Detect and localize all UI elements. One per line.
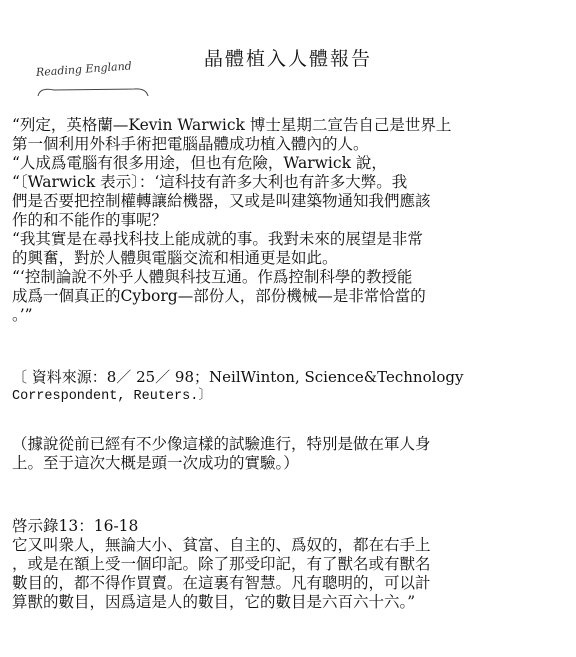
scripture-quote (12, 517, 568, 612)
article-line: 成爲一個真正的Cyborg—部份人，部份機械—是非常恰當的 (12, 287, 426, 305)
handwritten-annotation (34, 56, 164, 106)
article-line: “列定，英格蘭—Kevin Warwick 博士星期二宣告自己是世界上 (12, 116, 452, 134)
source-line: Correspondent, Reuters.〕 (12, 389, 212, 404)
scripture-line: 它又叫衆人，無論大小、貧富、自主的、爲奴的，都在右手上 (12, 536, 431, 554)
article-line: “人成爲電腦有很多用途，但也有危險，Warwick 說， (12, 154, 387, 172)
article-quote-paragraph (12, 116, 568, 325)
article-line: “我其實是在尋找科技上能成就的事。我對未來的展望是非常 (12, 230, 423, 248)
scripture-line: ，或是在額上受一個印記。除了那受印記，有了獸名或有獸名 (12, 555, 431, 573)
article-line: 們是否要把控制權轉讓給機器，又或是叫建築物通知我們應該 (12, 192, 431, 210)
article-line: “〔Warwick 表示〕：‘這科技有許多大利也有許多大弊。我 (12, 173, 408, 191)
article-line: 作的和不能作的事呢？ (12, 211, 168, 229)
article-line: 。’” (12, 306, 33, 324)
handwritten-note-drawing (34, 56, 164, 106)
source-line: 〔 資料來源：8／ 25／ 98；NeilWinton, Science&Technology (12, 368, 464, 386)
document-title: 晶體植入人體報告 (203, 48, 372, 70)
note-line: （據說從前已經有不少像這樣的試驗進行，特別是做在軍人身 (12, 435, 431, 453)
source-citation (12, 368, 568, 406)
scripture-line: 數目的，都不得作買賣。在這裏有智慧。凡有聰明的，可以計 (12, 574, 431, 592)
scripture-reference: 啓示錄13：16-18 (12, 517, 139, 535)
handwritten-note-text: Reading England (35, 59, 133, 80)
article-line: 的興奮，對於人體與電腦交流和相通更是如此。 (12, 249, 338, 267)
article-line: 第一個利用外科手術把電腦晶體成功植入體內的人。 (12, 135, 369, 153)
note-line: 上。至于這次大概是頭一次成功的實驗。） (12, 454, 299, 472)
article-line: “‘控制論說不外乎人體與科技互通。作爲控制科學的教授能 (12, 268, 413, 286)
handwritten-bracket (38, 89, 148, 96)
editor-note (12, 435, 568, 473)
scripture-line: 算獸的數目，因爲這是人的數目，它的數目是六百六十六。” (12, 593, 416, 611)
